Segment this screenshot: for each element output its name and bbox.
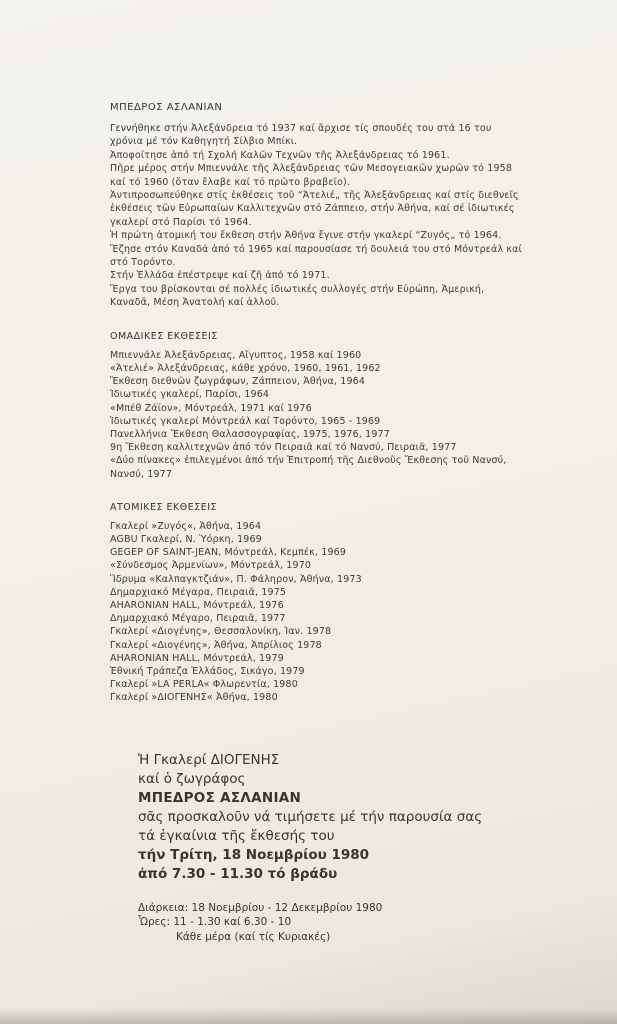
list-item: AHARONIAN HALL, Μόντρεάλ, 1976 [110, 599, 284, 611]
bio-paragraph: Πῆρε μέρος στήν Μπιεννάλε τῆς Ἀλεξάνδρειας τῶν Μεσογειακῶν χωρῶν τό 1958 καί τό 1960 (ὅταν ἔλαβε καί τό πρῶτο βραβεῖο). [110, 163, 513, 188]
bio-paragraph: Στήν Ἑλλάδα ἐπέστρεψε καί ζῆ ἀπό τό 1971. [110, 270, 330, 282]
list-item: AGBU Γκαλερί, Ν. Ὑόρκη, 1969 [110, 533, 262, 545]
bio-paragraph: Ἡ πρώτη ἀτομική του ἔκθεση στήν Ἀθήνα ἔγινε στήν γκαλερί “Ζυγός„ τό 1964. [110, 230, 502, 242]
list-item: Γκαλερί »LA PERLA« Φλωρεντία, 1980 [110, 679, 298, 691]
invitation-text-line: τά ἐγκαίνια τῆς ἔκθεσής του [138, 827, 335, 844]
list-item: Ἰδιωτικές γκαλερί Μόντρεάλ καί Τορόντο, 1965 - 1969 [110, 415, 381, 427]
bio-paragraph: Ἀντιπροσωπεύθηκε στίς ἐκθέσεις τοῦ “Ἀτελιέ„ τῆς Ἀλεξάνδρειας καί στίς διεθνεῖς ἐκθέσεις τῶν Εὐρωπαίων Καλλιτεχνῶν στό Ζάππειο, στήν Ἀθήνα, καί σέ ἰδιωτικές γκαλερί στό Παρίσι τό 1964. [110, 190, 519, 228]
invitation-time-line: ἀπό 7.30 - 11.30 τό βράδυ [138, 865, 338, 882]
list-item: «Μπέθ Ζάϊον», Μόντρεάλ, 1971 καί 1976 [110, 402, 312, 414]
invitation-block [138, 751, 524, 884]
days-line: Κάθε μέρα (καί τίς Κυριακές) [176, 930, 331, 943]
list-item: «Σύνδεσμος Ἀρμενίων», Μόντρεάλ, 1970 [110, 560, 312, 572]
list-item: GEGEP OF SAINT-JEAN, Μόντρεάλ, Κεμπέκ, 1969 [110, 547, 347, 559]
solo-exhibitions-heading: ΑΤΟΜΙΚΕΣ ΕΚΘΕΣΕΙΣ [110, 501, 218, 513]
list-item: Ἔκθεση διεθνῶν ζωγράφων, Ζάππειον, Ἀθήνα, 1964 [110, 376, 366, 388]
list-item: Γκαλερί »Ζυγός«, Ἀθήνα, 1964 [110, 520, 262, 532]
list-item: Ἵδρυμα «Καλπαγκτζιάν», Π. Φάληρον, Ἀθήνα, 1973 [110, 573, 362, 585]
list-item: Ἰδιωτικές γκαλερί, Παρίσι, 1964 [110, 389, 270, 401]
list-item: Γκαλερί »ΔΙΟΓΕΝΗΣ« Ἀθήνα, 1980 [110, 692, 278, 704]
list-item: Μπιεννάλε Ἀλεξάνδρειας, Αἴγυπτος, 1958 καί 1960 [110, 349, 362, 361]
group-exhibitions-list [110, 349, 524, 481]
group-exhibitions-heading: ΟΜΑΔΙΚΕΣ ΕΚΘΕΣΕΙΣ [110, 330, 218, 342]
list-item: Ἐθνική Τράπεζα Ἑλλάδος, Σικάγο, 1979 [110, 665, 305, 677]
list-item: 9η Ἔκθεση καλλιτεχνῶν ἀπό τόν Πειραιᾶ καί τό Νανσύ, Πειραιᾶ, 1977 [110, 442, 457, 454]
invitation-text-line: σᾶς προσκαλοῦν νά τιμήσετε μέ τήν παρουσία σας [138, 808, 483, 825]
artist-name-heading: ΜΠΕΔΡΟΣ ΑΣΛΑΝΙΑΝ [110, 102, 223, 113]
bio-paragraph: Ἔζησε στόν Καναδά ἀπό τό 1965 καί παρουσίασε τή δουλειά του στό Μόντρεάλ καί στό Τορόντο. [110, 243, 522, 269]
list-item: «Δύο πίνακες» ἐπιλεγμένοι ἀπό τήν Ἐπιτροπή τῆς Διεθνοῦς Ἔκθεσης τοῦ Νανσύ, Νανσύ, 1977 [110, 455, 507, 480]
invitation-date-line: τήν Τρίτη, 18 Νοεμβρίου 1980 [138, 846, 370, 863]
hours-line: Ὧρες: 11 - 1.30 καί 6.30 - 10 [138, 916, 292, 929]
duration-line: Διάρκεια: 18 Νοεμβρίου - 12 Δεκεμβρίου 1980 [138, 901, 383, 914]
list-item: Δημαρχιακό Μέγαρα, Πειραιᾶ, 1975 [110, 586, 287, 598]
bio-paragraph: Γεννήθηκε στήν Ἀλεξάνδρεια τό 1937 καί ἄρχισε τίς σπουδές του στά 16 του χρόνια μέ τόν Καθηγητή Σίλβιο Μπίκι. [110, 123, 492, 148]
solo-exhibitions-list [110, 520, 524, 705]
page-content [110, 102, 524, 944]
invitation-artist-name: ΜΠΕΔΡΟΣ ΑΣΛΑΝΙΑΝ [138, 789, 302, 806]
invitation-and-line: καί ὁ ζωγράφος [138, 770, 246, 787]
exhibition-details-block [138, 901, 524, 945]
list-item: Πανελλήνια Ἔκθεση Θαλασσογραφίας, 1975, 1976, 1977 [110, 428, 390, 440]
list-item: Γκαλερί «Διογένης», Θεσσαλονίκη, Ἰαν. 1978 [110, 626, 332, 638]
bio-paragraph: Ἀποφοίτησε ἀπό τή Σχολή Καλῶν Τεχνῶν τῆς Ἀλεξάνδρειας τό 1961. [110, 149, 450, 161]
invitation-gallery-line: Ἡ Γκαλερί ΔΙΟΓΕΝΗΣ [138, 751, 280, 768]
bio-paragraph: Ἔργα του βρίσκονται σέ πολλές ἰδιωτικές συλλογές στήν Εὐρώπη, Ἀμερική, Καναδᾶ, Μέση Ἀνατολή καί ἀλλοῦ. [110, 283, 485, 309]
biography-section [110, 122, 524, 310]
list-item: Δημαρχιακό Μέγαρο, Πειραιᾶ, 1977 [110, 613, 286, 625]
list-item: AHARONIAN HALL, Μόντρεάλ, 1979 [110, 652, 284, 664]
list-item: «Ἀτελιέ» Ἀλεξάνδρειας, κάθε χρόνο, 1960, 1961, 1962 [110, 362, 381, 374]
list-item: Γκαλερί «Διογένης», Ἀθήνα, Ἀπρίλιος 1978 [110, 639, 322, 651]
